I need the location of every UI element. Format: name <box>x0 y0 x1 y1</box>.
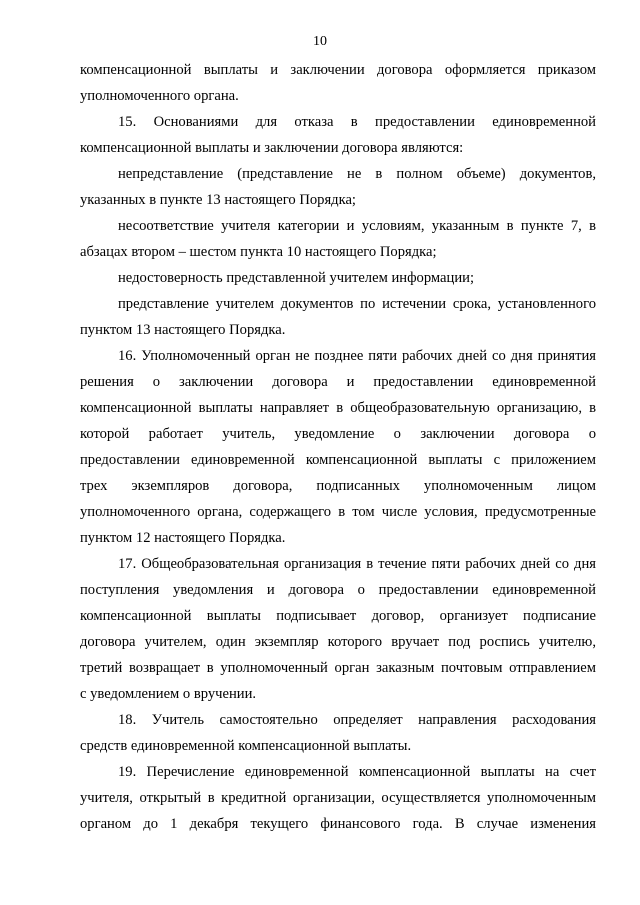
text-line: предоставлении единовременной компенсационной выплаты с приложением <box>80 452 596 468</box>
list-item-start: недостоверность представленной учителем информации; <box>118 270 475 286</box>
list-item-start: несоответствие учителя категории и условиям, указанным в пункте 7, в <box>118 218 596 234</box>
paragraph-18-start: 18. Учитель самостоятельно определяет направления расходования <box>118 712 596 728</box>
paragraph-19-start: 19. Перечисление единовременной компенсационной выплаты на счет <box>118 764 596 780</box>
paragraph-15-start: 15. Основаниями для отказа в предоставлении единовременной <box>118 114 596 130</box>
list-item-start: непредставление (представление не в полном объеме) документов, <box>118 166 596 182</box>
paragraph-17-start: 17. Общеобразовательная организация в течение пяти рабочих дней со дня <box>118 556 596 572</box>
text-line: с уведомлением о вручении. <box>80 686 257 702</box>
text-line: компенсационной выплаты и заключении договора оформляется приказом <box>80 62 596 78</box>
text-line: компенсационной выплаты направляет в общеобразовательную организацию, в <box>80 400 596 416</box>
text-line: поступления уведомления и договора о предоставлении единовременной <box>80 582 596 598</box>
text-line: органом до 1 декабря текущего финансового года. В случае изменения <box>80 816 596 832</box>
text-line: третий возвращает в уполномоченный орган заказным почтовым отправлением <box>80 660 596 676</box>
text-line: абзацах втором – шестом пункта 10 настоящего Порядка; <box>80 244 437 260</box>
text-line: уполномоченного органа. <box>80 88 239 104</box>
text-line: договора учителем, один экземпляр которого вручает под роспись учителю, <box>80 634 596 650</box>
text-line: средств единовременной компенсационной выплаты. <box>80 738 412 754</box>
page-number: 10 <box>313 34 327 49</box>
text-line: которой работает учитель, уведомление о заключении договора о <box>80 426 596 442</box>
text-line: компенсационной выплаты подписывает договор, организует подписание <box>80 608 596 624</box>
text-line: трех экземпляров договора, подписанных уполномоченным лицом <box>80 478 596 494</box>
text-line: учителя, открытый в кредитной организации, осуществляется уполномоченным <box>80 790 596 806</box>
text-line: указанных в пункте 13 настоящего Порядка; <box>80 192 356 208</box>
text-line: пунктом 12 настоящего Порядка. <box>80 530 286 546</box>
paragraph-16-start: 16. Уполномоченный орган не позднее пяти рабочих дней со дня принятия <box>118 348 596 364</box>
text-line: пунктом 13 настоящего Порядка. <box>80 322 286 338</box>
text-line: решения о заключении договора и предоставлении единовременной <box>80 374 596 390</box>
text-line: компенсационной выплаты и заключении договора являются: <box>80 140 464 156</box>
list-item-start: представление учителем документов по истечении срока, установленного <box>118 296 596 312</box>
text-line: уполномоченного органа, содержащего в том числе условия, предусмотренные <box>80 504 596 520</box>
